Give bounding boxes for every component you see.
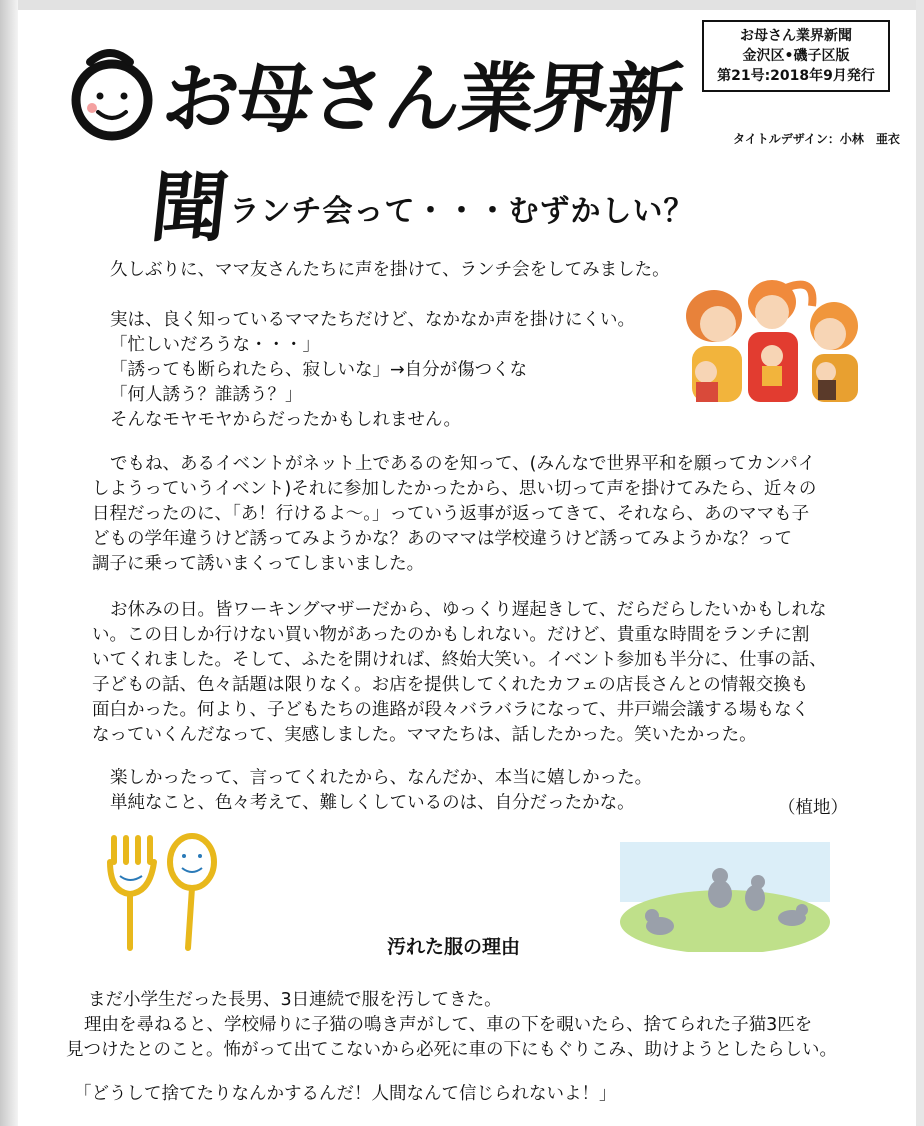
paragraph-line: 調子に乗って誘いまくってしまいました。 <box>92 554 425 574</box>
paragraph-line: 「忙しいだろうな・・・」 <box>110 335 320 355</box>
quote-line: 「どうして捨てたりなんかするんだ！人間なんて信じられないよ！」 <box>74 1084 617 1104</box>
article-author: （植地） <box>778 798 848 818</box>
paragraph-line: 面白かった。何より、子どもたちの進路が段々バラバラになって、井戸端会議する場もなく <box>92 700 810 720</box>
paragraph-line: まだ小学生だった長男、3日連続で服を汚してきた。 <box>88 990 502 1010</box>
masthead-title: お母さん業界新聞 <box>146 54 686 252</box>
article2-paragraph-1 <box>84 988 813 1038</box>
edition-info-box <box>702 20 890 92</box>
smiling-mother-logo-icon <box>70 48 154 148</box>
paragraph-line: しようっていうイベント)それに参加したかったから、思い切って声を掛けてみたら、近々の <box>92 479 817 499</box>
article2-paragraph-1-cont <box>66 1038 837 1063</box>
article2-title: 汚れた服の理由 <box>387 936 521 958</box>
article-title: ランチ会って・・・むずかしい？ <box>229 194 695 229</box>
fork-and-spoon-illustration <box>100 832 220 952</box>
paragraph-line: そんなモヤモヤからだったかもしれません。 <box>110 410 462 430</box>
article-paragraph-2 <box>110 308 635 433</box>
title-designer-credit: タイトルデザイン：小林 亜衣 <box>733 132 900 146</box>
paragraph-line: い。この日しか行けない買い物があったのかもしれない。だけど、貴重な時間をランチに割 <box>92 625 810 645</box>
viewer-right-edge <box>916 0 924 1126</box>
mothers-with-children-illustration <box>676 276 866 406</box>
paragraph-line: 理由を尋ねると、学校帰りに子猫の鳴き声がして、車の下を覗いたら、捨てられた子猫3匹を <box>84 1015 813 1035</box>
edition-issue: 第21号:2018年9月発行 <box>717 68 875 84</box>
paragraph-line: 楽しかったって、言ってくれたから、なんだか、本当に嬉しかった。 <box>110 768 653 788</box>
article-paragraph-4-cont <box>92 623 827 748</box>
paragraph-line: 「誘っても断られたら、寂しいな」→自分が傷つくな <box>110 360 528 380</box>
paragraph-line: 見つけたとのこと。怖がって出てこないから必死に車の下にもぐりこみ、助けようとしたらしい。 <box>66 1040 838 1060</box>
viewer-top-edge <box>0 0 924 10</box>
article-paragraph-3 <box>110 452 815 477</box>
article-paragraph-1 <box>110 258 670 283</box>
paragraph-line: 「何人誘う？誰誘う？」 <box>110 385 303 405</box>
paragraph-line: 実は、良く知っているママたちだけど、なかなか声を掛けにくい。 <box>110 310 635 330</box>
edition-paper-name: お母さん業界新聞 <box>740 28 852 44</box>
article-paragraph-4 <box>110 598 826 623</box>
paragraph-line: いてくれました。そして、ふたを開ければ、終始大笑い。イベント参加も半分に、仕事の話、 <box>92 650 827 670</box>
paragraph-line: でもね、あるイベントがネット上であるのを知って、(みんなで世界平和を願ってカンパイ <box>110 454 816 474</box>
paragraph-line: 日程だったのに、「あ！行けるよ～。」っていう返事が返ってきて、それなら、あのママも子 <box>92 504 810 524</box>
edition-region: 金沢区•磯子区版 <box>742 48 850 64</box>
paragraph-line: 子どもの話、色々話題は限りなく。お店を提供してくれたカフェの店長さんとの情報交換も <box>92 675 809 695</box>
paragraph-line: 単純なこと、色々考えて、難しくしているのは、自分だったかな。 <box>110 793 635 813</box>
paragraph-line: なっていくんだなって、実感しました。ママたちは、話したかった。笑いたかった。 <box>92 725 757 745</box>
viewer-left-edge <box>0 0 18 1126</box>
article2-quote <box>74 1082 617 1107</box>
kittens-in-meadow-illustration <box>620 842 830 952</box>
paragraph-line: お休みの日。皆ワーキングマザーだから、ゆっくり遅起きして、だらだらしたいかもしれな <box>110 600 827 620</box>
article-paragraph-5 <box>110 766 652 816</box>
paragraph-line: どもの学年違うけど誘ってみようかな？あのママは学校違うけど誘ってみようかな？って <box>92 529 792 549</box>
article-paragraph-3-cont <box>92 477 816 577</box>
paragraph-line: 久しぶりに、ママ友さんたちに声を掛けて、ランチ会をしてみました。 <box>110 260 670 280</box>
